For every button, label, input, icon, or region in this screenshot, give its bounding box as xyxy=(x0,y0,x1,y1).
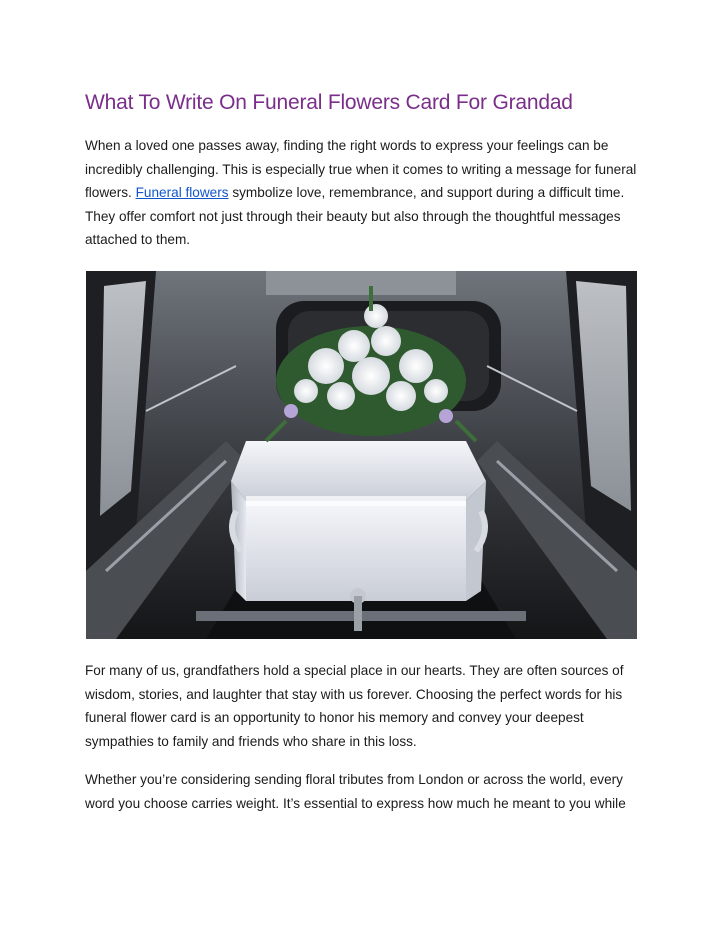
funeral-flowers-link[interactable]: Funeral flowers xyxy=(135,185,229,201)
grandfather-paragraph: For many of us, grandfathers hold a special place in our hearts. They are often sources of wisdom, stories, and laughter that stay with us forever. Choosing the perfect words for his funeral flower card is an opportunity to honor his memory and convey your deepest sympathies to family and friends who share in this loss. xyxy=(85,663,624,749)
intro-text-start: When a loved one passes away, finding the right words to express your feelings can be incredibly challenging. This is especially true when it comes to writing a message for funeral flowers. xyxy=(85,138,637,201)
article-title: What To Write On Funeral Flowers Card For Grandad xyxy=(85,91,573,114)
hearse-casket-photo xyxy=(86,271,637,639)
intro-text-end: symbolize love, remembrance, and support during a difficult time. They offer comfort not just through their beauty but also through the thoughtful messages attached to them. xyxy=(85,185,625,248)
intro-paragraph xyxy=(85,134,637,252)
floral-tributes-paragraph: Whether you’re considering sending floral tributes from London or across the world, every word you choose carries weight. It’s essential to express how much he meant to you while xyxy=(85,772,626,811)
